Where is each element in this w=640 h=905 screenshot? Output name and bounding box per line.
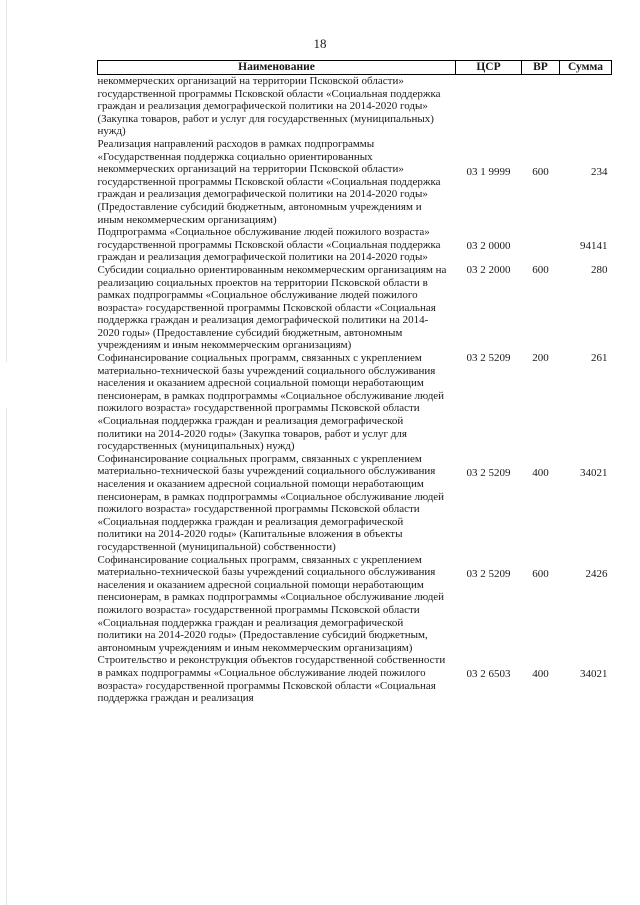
- row-sum: 2426: [585, 567, 608, 580]
- header-vr: ВР: [522, 61, 560, 75]
- row-csr: 03 2 5209: [466, 567, 511, 580]
- table-row: [98, 264, 612, 352]
- row-csr: 03 2 2000: [466, 263, 511, 276]
- budget-table-container: [97, 60, 611, 705]
- row-vr: [522, 226, 560, 264]
- row-vr: [522, 75, 560, 138]
- row-vr: 600: [532, 165, 549, 178]
- budget-table: [97, 60, 612, 705]
- row-name: Субсидии социально ориентированным некоммерческим организациям на реализацию социальных проектов на территории Псковской области в рамках подпрограммы «Социальное обслуживание людей пожилого возраста» государственной программы Псковской области «Социальная поддержка граждан и реализация демографической политики на 2014-2020 годы» (Предоставление субсидий бюджетным, автономным учреждениям и иным некоммерческим организациям): [97, 263, 447, 352]
- row-vr: 400: [532, 668, 549, 681]
- row-csr: 03 1 9999: [466, 165, 511, 178]
- row-name: Софинансирование социальных программ, связанных с укреплением материально-технической базы учреждений социального обслуживания населения и оказанием адресной социальной помощи неработающим пенсионерам, в рамках подпрограммы «Социальное обслуживание людей пожилого возраста» государственной программы Псковской области «Социальная поддержка граждан и реализация демографической политики на 2014-2020 годы» (Предоставление субсидий бюджетным, автономным учреждениям и иным некоммерческим организациям): [97, 553, 445, 654]
- row-csr: 03 2 5209: [466, 466, 511, 479]
- row-vr: 600: [532, 567, 549, 580]
- row-sum: 34021: [580, 668, 608, 681]
- page-number: 18: [313, 36, 327, 51]
- table-row: [98, 554, 612, 655]
- row-sum: 261: [591, 352, 608, 365]
- table-row: [98, 138, 612, 226]
- header-name: Наименование: [98, 61, 456, 75]
- row-sum: 234: [591, 165, 608, 178]
- row-name: Реализация направлений расходов в рамках подпрограммы «Государственная поддержка социально ориентированных некоммерческих организаций на территории Псковской области» государственной программы Псковской области «Социальная поддержка граждан и реализация демографической политики на 2014-2020 годы» (Предоставление субсидий бюджетным, автономным учреждениям и иным некоммерческим организациям): [97, 137, 441, 226]
- row-sum: 94141: [580, 240, 608, 253]
- table-row: [98, 453, 612, 554]
- row-name: Софинансирование социальных программ, связанных с укреплением материально-технической базы учреждений социального обслуживания населения и оказанием адресной социальной помощи неработающим пенсионерам, в рамках подпрограммы «Социальное обслуживание людей пожилого возраста» государственной программы Псковской области «Социальная поддержка граждан и реализация демографической политики на 2014-2020 годы» (Капитальные вложения в объекты государственной (муниципальной) собственности): [97, 452, 445, 553]
- table-row: [98, 226, 612, 264]
- header-csr: ЦСР: [456, 61, 522, 75]
- row-vr: 400: [532, 466, 549, 479]
- row-csr: [456, 75, 522, 138]
- row-name: Подпрограмма «Социальное обслуживание людей пожилого возраста» государственной программы Псковской области «Социальная поддержка граждан и реализация демографической политики на 2014-2020 годы»: [97, 226, 441, 264]
- row-csr: 03 2 6503: [466, 668, 511, 681]
- table-header-row: [98, 61, 612, 75]
- row-sum: 34021: [580, 466, 608, 479]
- table-row: [98, 654, 612, 704]
- row-name: некоммерческих организаций на территории Псковской области» государственной программы Псковской области «Социальная поддержка граждан и реализация демографической политики на 2014-2020 годы» (Закупка товаров, работ и услуг для государственных (муниципальных) нужд): [97, 75, 441, 138]
- table-row: [98, 75, 612, 138]
- table-row: [98, 352, 612, 453]
- row-csr: 03 2 5209: [466, 352, 511, 365]
- row-csr: 03 2 0000: [466, 240, 511, 253]
- row-name: Строительство и реконструкция объектов государственной собственности в рамках подпрограммы «Социальное обслуживание людей пожилого возраста» государственной программы Псковской области «Социальная поддержка граждан и реализация: [97, 654, 446, 705]
- header-sum: Сумма: [560, 61, 612, 75]
- row-sum: 280: [591, 263, 608, 276]
- scan-edge-line: [6, 0, 7, 905]
- row-vr: 600: [532, 263, 549, 276]
- row-vr: 200: [532, 352, 549, 365]
- row-sum: [560, 75, 612, 138]
- row-name: Софинансирование социальных программ, связанных с укреплением материально-технической базы учреждений социального обслуживания населения и оказанием адресной социальной помощи неработающим пенсионерам, в рамках подпрограммы «Социальное обслуживание людей пожилого возраста» государственной программы Псковской области «Социальная поддержка граждан и реализация демографической политики на 2014-2020 годы» (Закупка товаров, работ и услуг для государственных (муниципальных) нужд): [97, 352, 445, 453]
